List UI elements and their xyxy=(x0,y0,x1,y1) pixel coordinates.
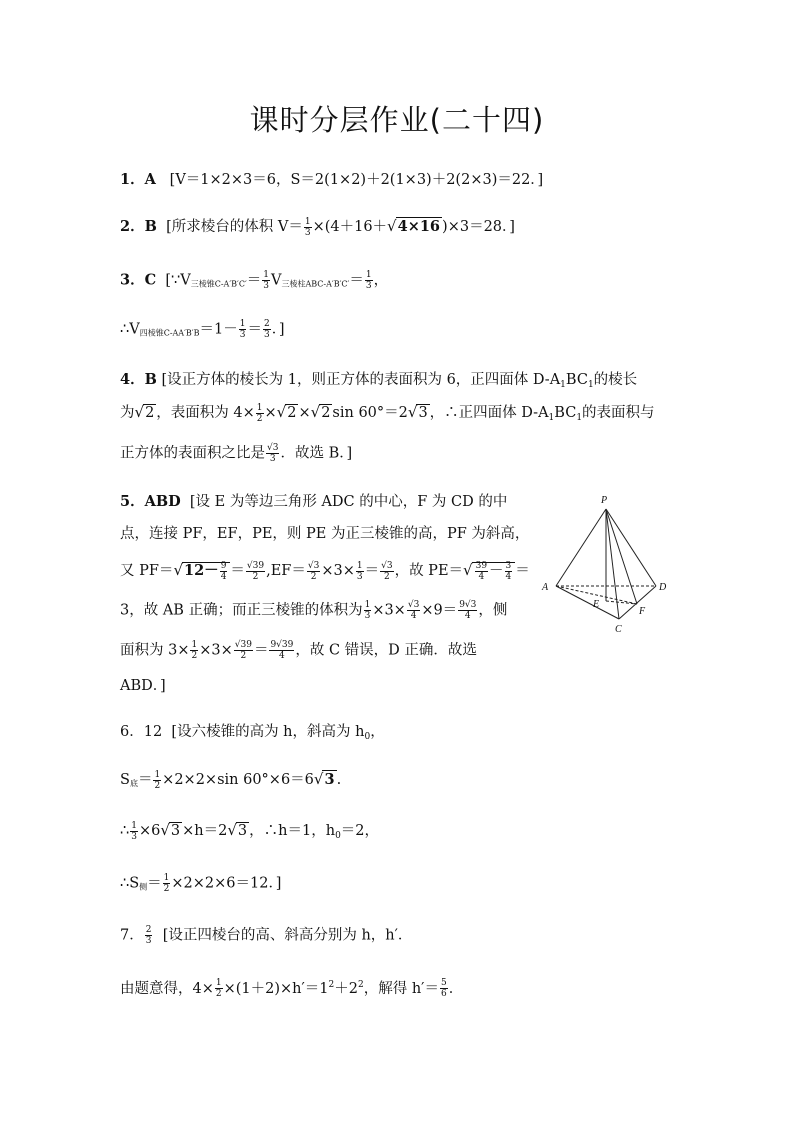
answer-6-line1: 6．12 [设六棱锥的高为 h，斜高为 $h_0$， xyxy=(120,724,385,742)
answer-6-line3: ∴ $\frac{1}{3}$ ×6√3 ×h＝2√3 ，∴h＝1，$h_0=2$， xyxy=(120,820,380,842)
answer-6-line2: S底＝ $\frac{1}{2}$ ×2×2×sin 60°×6＝6√3 . xyxy=(120,769,342,791)
edge-CD xyxy=(619,586,656,619)
answer-5-line6: ABD．] xyxy=(120,678,166,694)
answer-7-line1: 7． $\frac{2}{3}$ [设正四棱台的高、斜高分别为 h，h′． xyxy=(120,925,413,946)
label-A: A xyxy=(542,582,549,593)
answer-4-line2: 为√2 ，表面积为 4× $\frac{1}{2}$ ×√2 ×√2 sin 60°＝2√3 ，∴正四面体 $D-A_1BC_1$的表面积与 xyxy=(120,402,655,424)
label-D: D xyxy=(659,582,667,593)
label-C: C xyxy=(615,624,622,635)
answer-5-line4: 3，故 AB 正确；而正三棱锥的体积为 $\frac{1}{3}$ ×3× $\frac{√3}{4}$ ×9＝ $\frac{9√3}{4}$ ，侧 xyxy=(120,600,508,621)
edge-PA xyxy=(556,509,606,586)
answer-4-line1: 4．B [设正方体的棱长为 1，则正方体的表面积为 6，正四面体 $D-A_1BC_1$的棱长 xyxy=(120,371,638,390)
answer-3-line1: 3．C [∵V三棱锥C-A′B′C′＝ $\frac{1}{3}$ V三棱柱ABC-A′B′C′＝ $\frac{1}{3}$ ， xyxy=(120,270,389,291)
answer-5-line3: 又 PF＝√12－ $\frac{9}{4}$ ＝ $\frac{√39}{2}$ ,EF＝ $\frac{√3}{2}$ ×3× $\frac{1}{3}$ ＝ $\frac{√3}{2}$ ，故 PE＝√ $\frac{39}{4}$ － $\frac{3}{4}$ ＝ xyxy=(120,560,530,582)
answer-6-line4: ∴S侧＝ $\frac{1}{2}$ ×2×2×6＝12．] xyxy=(120,873,282,894)
edge-AC xyxy=(556,586,619,619)
pyramid-figure xyxy=(538,492,678,642)
answer-4-line3: 正方体的表面积之比是 $\frac{√3}{3}$ ．故选 B．] xyxy=(120,443,353,464)
answer-7-line2: 由题意得，4× $\frac{1}{2}$ $\times(1+2)\times h'=1^2+2^2$，解得 h′＝ $\frac{5}{6}$ ． xyxy=(120,978,464,1000)
answer-5-line1: 5．ABD [设 E 为等边三角形 ADC 的中心，F 为 CD 的中 xyxy=(120,493,508,510)
answer-5-line2: 点，连接 PF，EF，PE，则 PE 为正三棱锥的高，PF 为斜高， xyxy=(120,526,530,542)
label-E: E xyxy=(593,599,600,610)
page-title: 课时分层作业(二十四) xyxy=(249,103,545,137)
label-P: P xyxy=(601,495,608,506)
answer-2: 2．B [所求棱台的体积 V＝ $\frac{1}{3}$ ×(4＋16＋√4×16 )×3＝28．] xyxy=(120,216,515,238)
answer-5-line5: 面积为 3× $\frac{1}{2}$ ×3× $\frac{√39}{2}$ ＝ $\frac{9√39}{4}$ ，故 C 错误，D 正确．故选 xyxy=(120,640,477,661)
label-F: F xyxy=(639,606,646,617)
edge-EF xyxy=(606,601,637,604)
answer-3-line2: ∴V四棱锥C-AA′B′B＝1－ $\frac{1}{3}$ ＝ $\frac{2}{3}$ ．] xyxy=(120,319,285,340)
edge-PF xyxy=(606,509,637,604)
answer-1: 1．A [V＝1×2×3＝6，S＝2(1×2)＋2(1×3)＋2(2×3)＝22．] xyxy=(120,171,544,188)
